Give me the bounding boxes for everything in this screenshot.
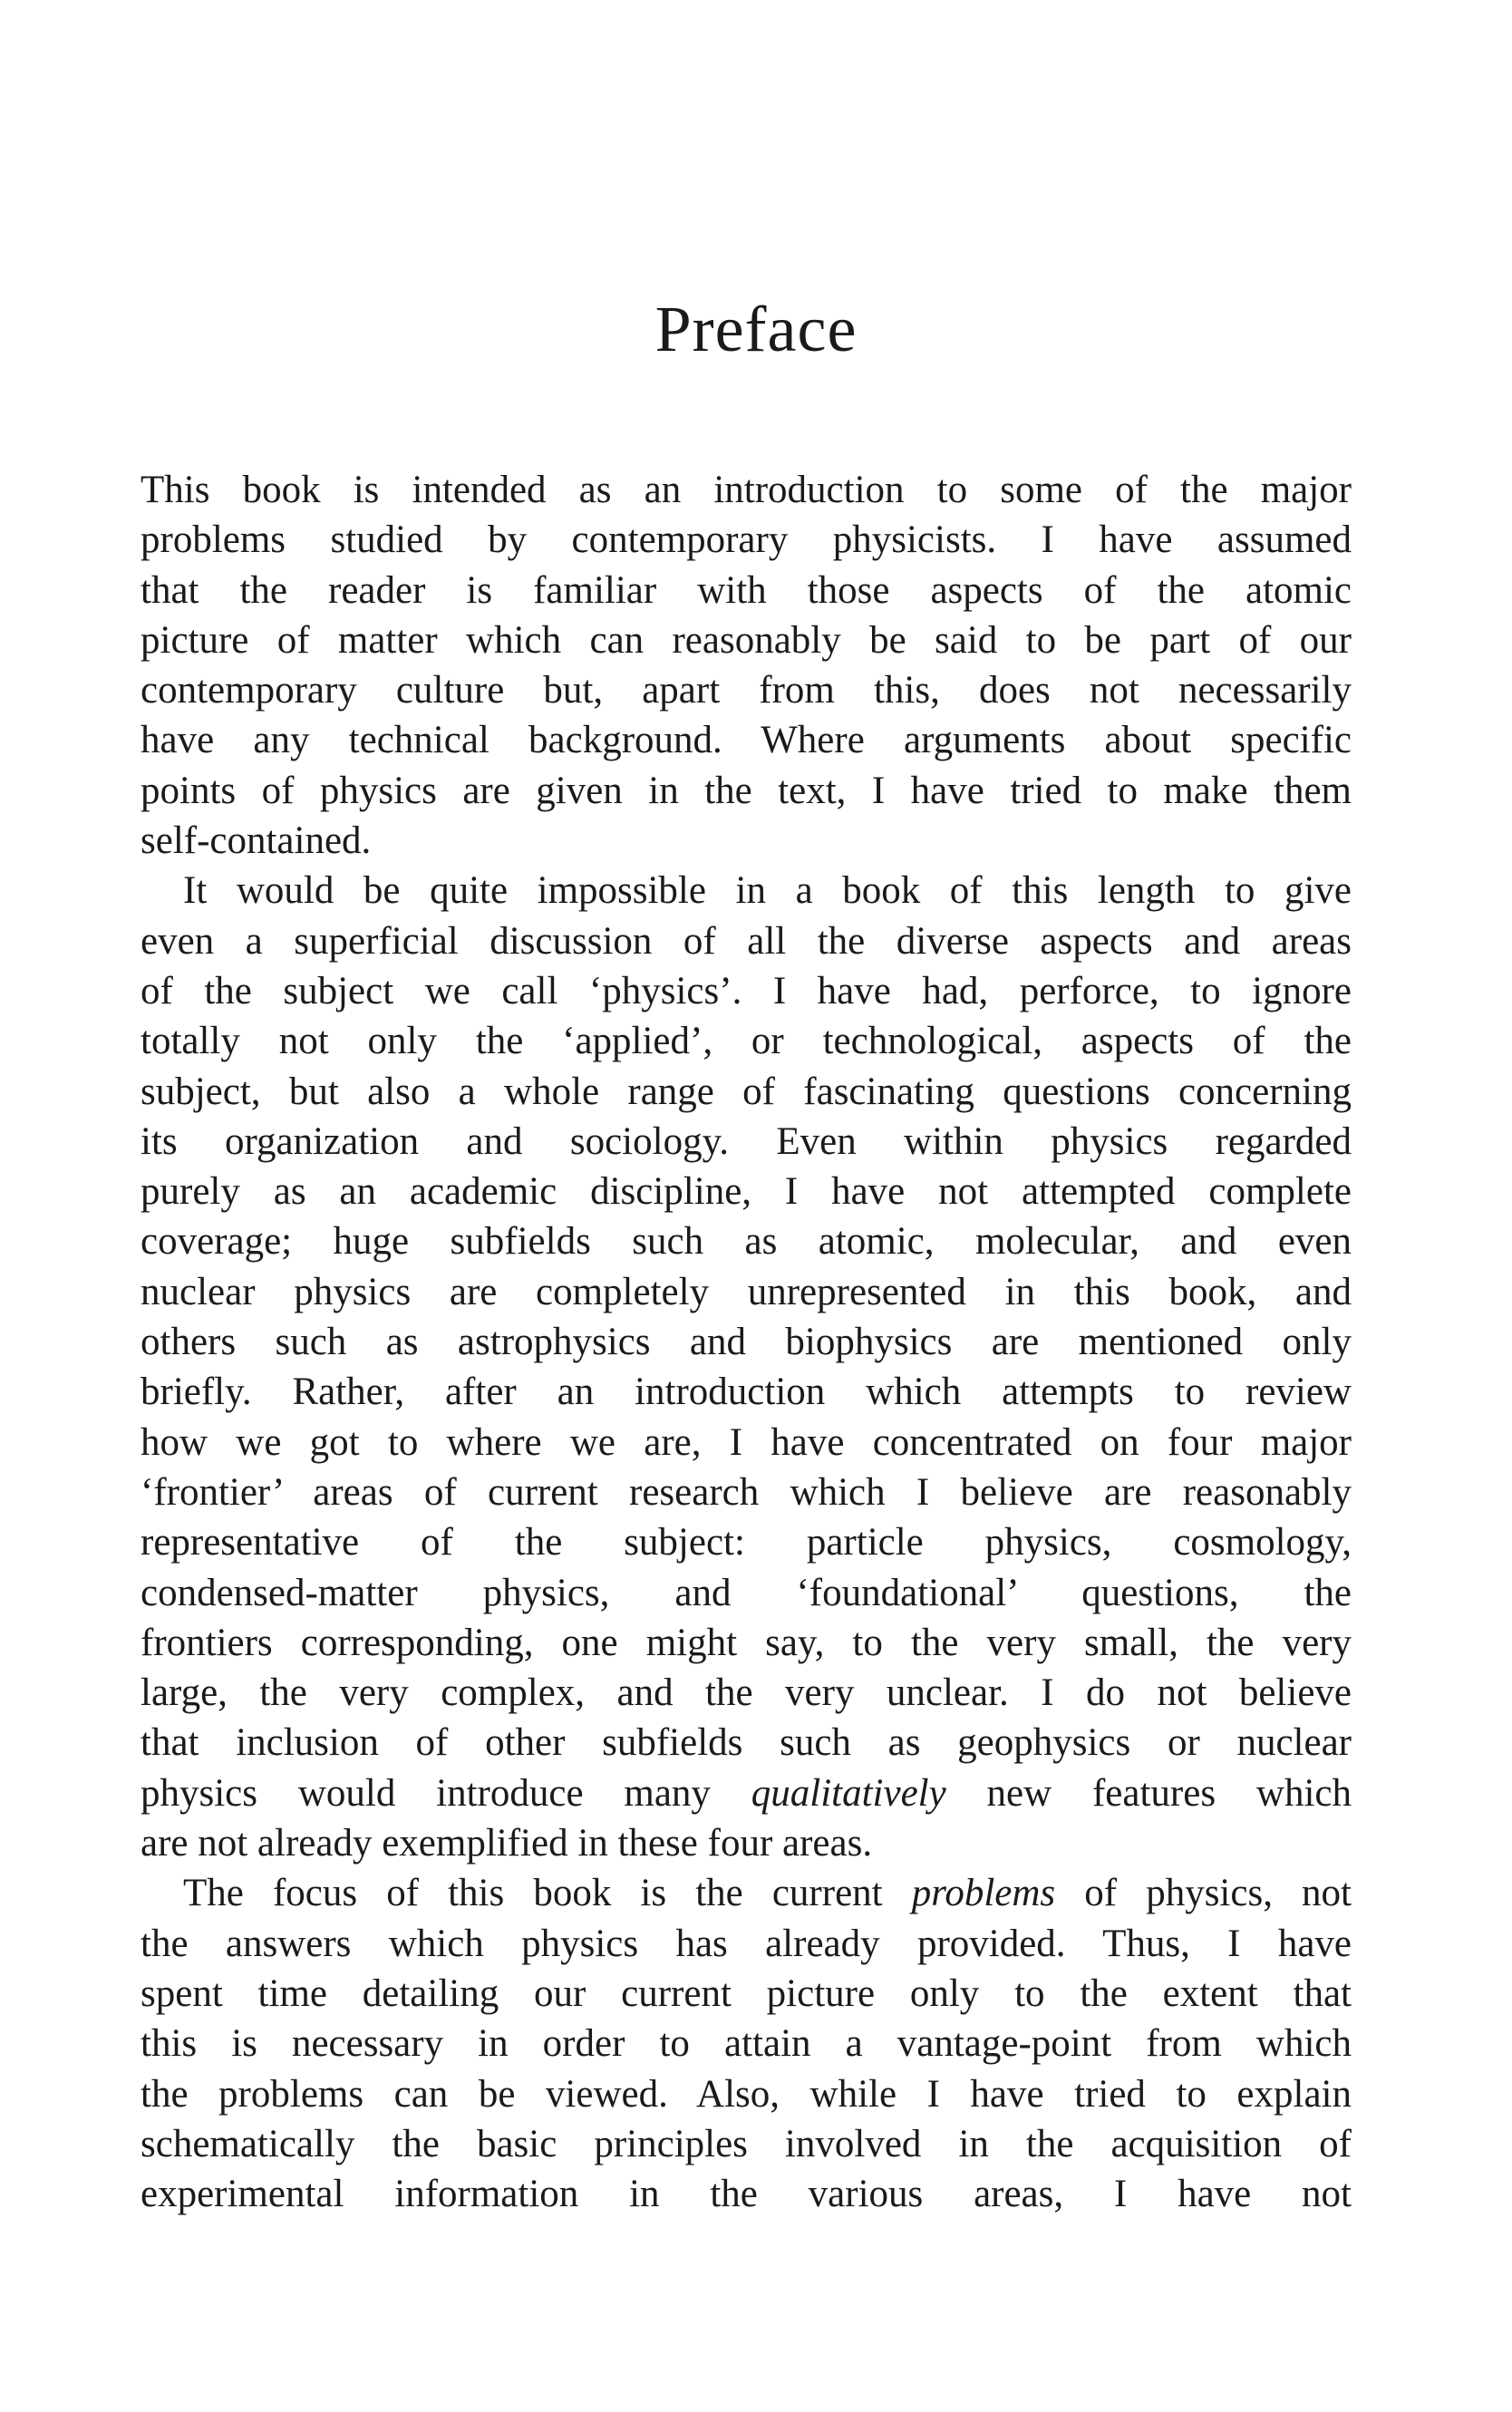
text-run: of physics, not [1055,1872,1352,1915]
text-line: even a superficial discussion of all the diverse aspects and areas [141,919,1352,963]
page-title: Preface [654,293,858,365]
paragraph-2 [141,866,1352,1868]
text-line: coverage; huge subfields such as atomic, molecular, and even [141,1220,1352,1264]
paragraph-3 [141,1868,1352,2219]
text-line: others such as astrophysics and biophysics are mentioned only [141,1321,1352,1364]
text-line: purely as an academic discipline, I have not attempted complete [141,1170,1352,1214]
text-line: condensed-matter physics, and ‘foundational’ questions, the [141,1571,1352,1614]
text-line: totally not only the ‘applied’, or technological, aspects of the [141,1020,1352,1063]
text-line: representative of the subject: particle physics, cosmology, [141,1521,1352,1564]
text-line: schematically the basic principles involved in the acquisition of [141,2122,1352,2165]
text-line: experimental information in the various areas, I have not [141,2173,1352,2216]
text-line: that the reader is familiar with those aspects of the atomic [141,568,1352,612]
text-run: new features which [945,1771,1352,1815]
text-line: nuclear physics are completely unrepresented in this book, and [141,1270,1352,1313]
emphasized-word: qualitatively [751,1771,946,1815]
text-line-with-emphasis [141,1868,1352,1918]
text-line: briefly. Rather, after an introduction which attempts to review [141,1371,1352,1414]
emphasized-word: problems [911,1872,1056,1915]
text-line: problems studied by contemporary physicists. I have assumed [141,518,1352,562]
text-line: how we got to where we are, I have concentrated on four major [141,1420,1352,1464]
text-line: frontiers corresponding, one might say, to the very small, the very [141,1621,1352,1664]
text-line: that inclusion of other subfields such as geophysics or nuclear [141,1721,1352,1765]
text-line: are not already exemplified in these four areas. [141,1822,873,1865]
text-run: physics would introduce many [141,1771,751,1815]
text-line: the answers which physics has already provided. Thus, I have [141,1922,1352,1965]
text-line: ‘frontier’ areas of current research which I believe are reasonably [141,1470,1352,1514]
text-line: It would be quite impossible in a book of this length to give [183,869,1352,913]
text-line: This book is intended as an introduction to some of the major [141,469,1352,511]
text-line: picture of matter which can reasonably be said to be part of our [141,618,1352,662]
paragraph-1 [141,465,1352,866]
text-line: self-contained. [141,819,372,863]
preface-body [141,465,1352,2219]
text-line: have any technical background. Where arguments about specific [141,719,1352,762]
text-line: subject, but also a whole range of fascinating questions concerning [141,1070,1352,1113]
text-line: this is necessary in order to attain a vantage-point from which [141,2022,1352,2066]
text-line: large, the very complex, and the very unclear. I do not believe [141,1671,1352,1715]
text-run: The focus of this book is the current [183,1872,912,1915]
text-line: contemporary culture but, apart from this, does not necessarily [141,669,1352,712]
text-line-with-emphasis [141,1768,1352,1818]
text-line: of the subject we call ‘physics’. I have had, perforce, to ignore [141,969,1352,1012]
text-line: spent time detailing our current picture only to the extent that [141,1971,1352,2015]
text-line: its organization and sociology. Even within physics regarded [141,1119,1352,1163]
text-line: points of physics are given in the text, I have tried to make them [141,769,1352,812]
text-line: the problems can be viewed. Also, while I have tried to explain [141,2072,1352,2116]
